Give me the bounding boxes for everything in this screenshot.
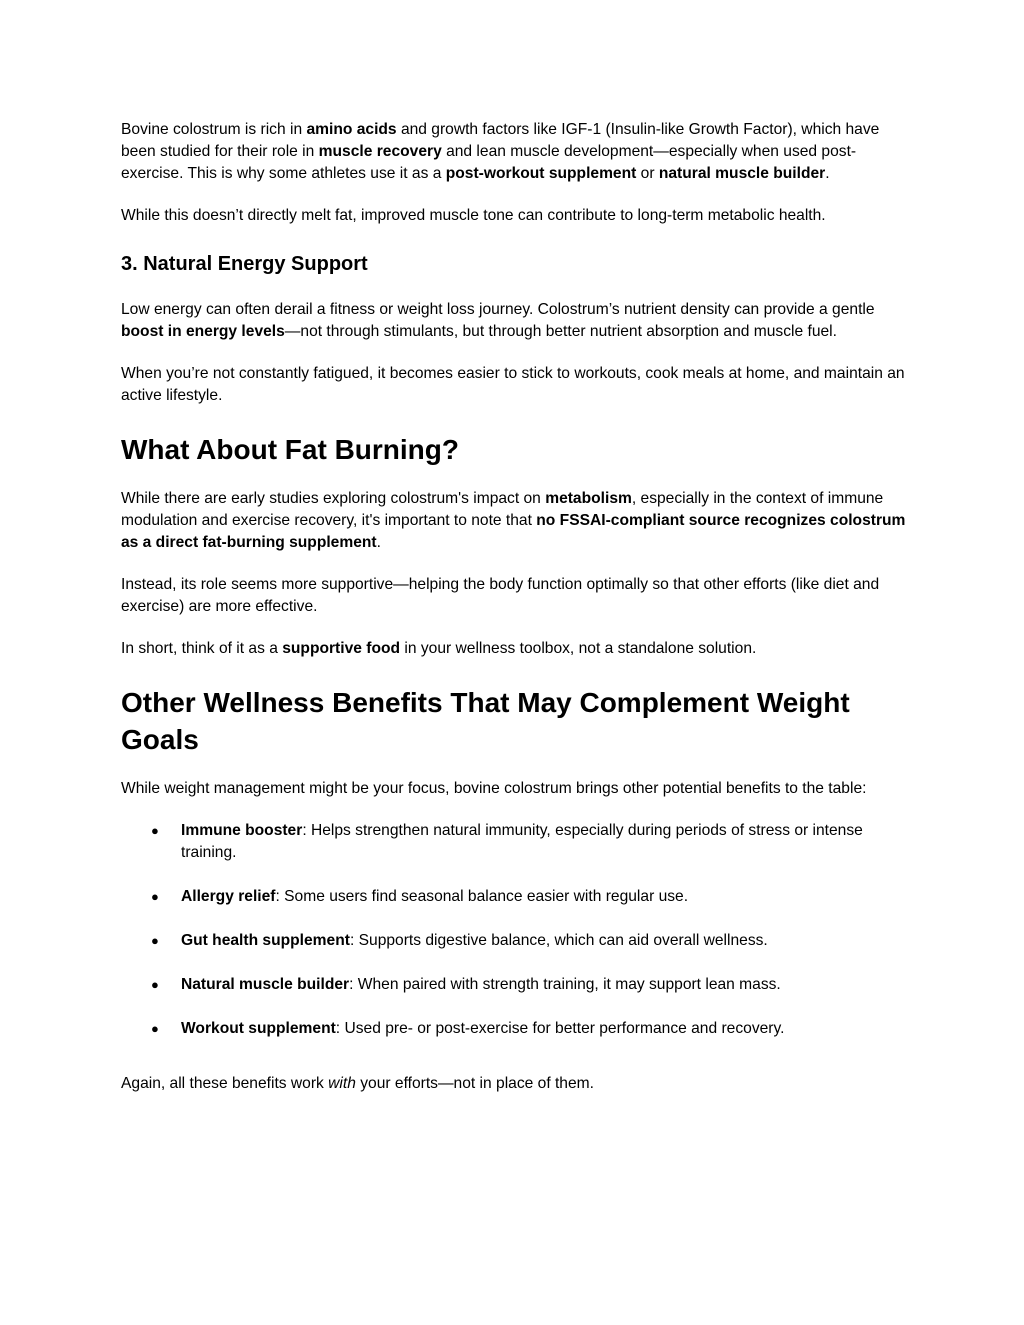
list-item-term: Immune booster [181,822,303,839]
heading-other-benefits: Other Wellness Benefits That May Complement Weight Goals [121,687,850,755]
text-run: and growth factors like IGF-1 (Insulin-like Growth Factor), which have been studied for their role in [121,121,880,160]
bold-term: supportive food [282,640,401,657]
bold-term: boost in energy levels [121,323,285,340]
list-item [121,930,911,952]
text-run: —not through stimulants, but through better nutrient absorption and muscle fuel. [284,323,837,340]
bold-term: post-workout supplement [445,165,637,182]
list-item [121,974,911,996]
list-item [121,886,911,908]
bold-term: amino acids [306,121,397,138]
list-item-desc: : Helps strengthen natural immunity, especially during periods of stress or intense training. [181,822,863,861]
text-run: In short, think of it as a [121,640,283,657]
paragraph-metabolism [121,488,911,554]
list-item [121,1018,911,1040]
list-item-term: Allergy relief [181,888,276,905]
text-run: in your wellness toolbox, not a standalone solution. [400,640,757,657]
text-run: and lean muscle development—especially when used post-exercise. This is why some athletes use it as a [121,143,857,182]
text-run: Again, all these benefits work [121,1075,329,1092]
paragraph-low-energy [121,299,911,343]
bullet-icon: ● [151,977,159,992]
section-heading-energy-support: 3. Natural Energy Support [121,253,368,275]
text-run: . [825,165,830,182]
text-run: Low energy can often derail a fitness or weight loss journey. Colostrum’s nutrient density can provide a gentle [121,301,875,318]
list-item-term: Natural muscle builder [181,976,350,993]
list-item-desc: : Some users find seasonal balance easier with regular use. [275,888,689,905]
text-run: , especially in the context of immune modulation and exercise recovery, it's important to note that [121,490,884,529]
paragraph-amino-acids [121,119,911,185]
benefits-list [121,820,911,1040]
list-item-desc: : When paired with strength training, it may support lean mass. [349,976,781,993]
bold-term: no FSSAI-compliant source recognizes colostrum as a direct fat-burning supplement [121,512,906,551]
paragraph-active-lifestyle: When you’re not constantly fatigued, it becomes easier to stick to workouts, cook meals at home, and maintain an active lifestyle. [121,365,905,404]
text-run: . [376,534,381,551]
paragraph-closing [121,1073,911,1095]
bullet-icon: ● [151,933,159,948]
paragraph-metabolic-health: While this doesn’t directly melt fat, improved muscle tone can contribute to long-term metabolic health. [121,207,826,224]
list-item-term: Gut health supplement [181,932,350,949]
text-run: or [636,165,659,182]
text-run: your efforts—not in place of them. [355,1075,594,1092]
text-run: While there are early studies exploring colostrum's impact on [121,490,546,507]
bold-term: muscle recovery [318,143,442,160]
document-page [121,119,911,1095]
bold-term: natural muscle builder [658,165,826,182]
paragraph-supportive-food [121,638,911,660]
bullet-icon: ● [151,1021,159,1036]
bullet-icon: ● [151,889,159,904]
list-item [121,820,911,864]
list-item-term: Workout supplement [181,1020,336,1037]
paragraph-supportive-role: Instead, its role seems more supportive—helping the body function optimally so that other efforts (like diet and exercise) are more effective. [121,576,880,615]
paragraph-benefits-intro: While weight management might be your focus, bovine colostrum brings other potential benefits to the table: [121,780,867,797]
heading-fat-burning: What About Fat Burning? [121,434,459,465]
italic-term: with [328,1075,356,1092]
bold-term: metabolism [545,490,632,507]
bullet-icon: ● [151,823,159,838]
list-item-desc: : Supports digestive balance, which can aid overall wellness. [349,932,768,949]
text-run: Bovine colostrum is rich in [121,121,307,138]
list-item-desc: : Used pre- or post-exercise for better performance and recovery. [335,1020,785,1037]
